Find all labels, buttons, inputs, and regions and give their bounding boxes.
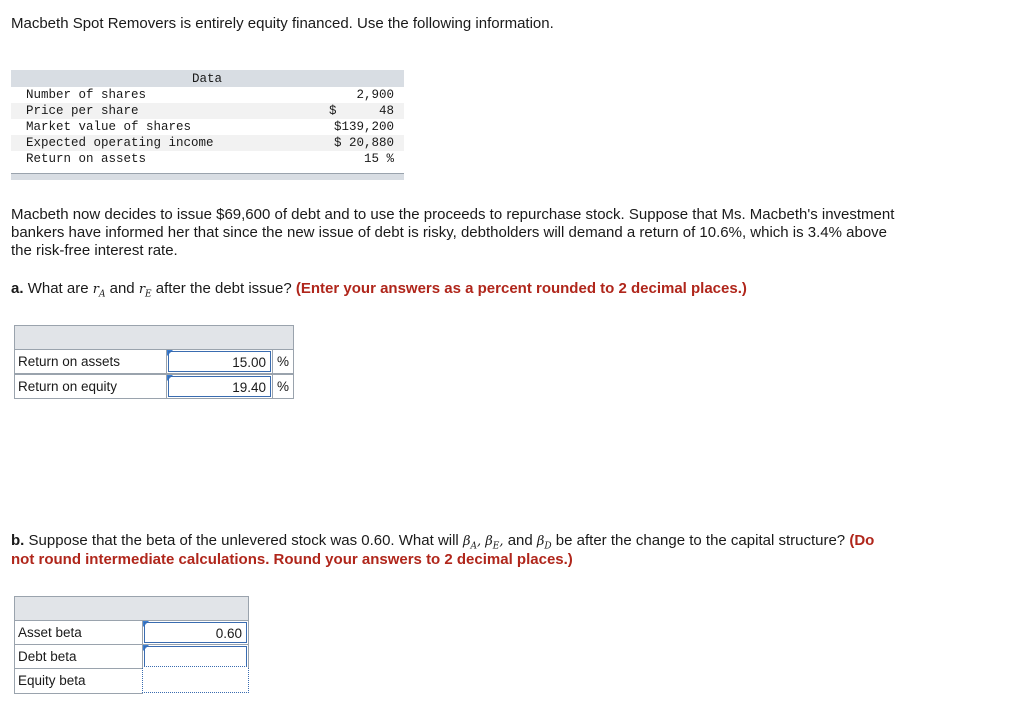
- question-a-text: What are: [27, 280, 89, 297]
- data-row-dollar: $: [329, 104, 337, 118]
- data-row-value: 15 %: [363, 152, 394, 166]
- return-on-equity-input[interactable]: [166, 374, 273, 399]
- answer-label: Debt beta: [14, 644, 143, 669]
- question-b-text: Suppose that the beta of the unlevered stock was 0.60. What will: [28, 532, 459, 549]
- percent-unit: %: [272, 374, 294, 399]
- data-row-label: Expected operating income: [26, 136, 214, 150]
- data-row-label: Price per share: [26, 104, 139, 118]
- data-row-value: $ 20,880: [333, 136, 394, 150]
- question-b-instruction: (Do: [849, 532, 875, 549]
- question-a-prefix: a.: [11, 280, 24, 297]
- answer-grid-b-header: [14, 596, 249, 622]
- intro-text: Macbeth Spot Removers is entirely equity financed. Use the following information.: [11, 15, 554, 32]
- data-row: [11, 151, 404, 167]
- question-a-instruction: (Enter your answers as a percent rounded to 2 decimal places.): [295, 280, 747, 297]
- data-table: [11, 70, 404, 180]
- return-on-assets-input[interactable]: [166, 349, 273, 374]
- scenario-line-1: Macbeth now decides to issue $69,600 of debt and to use the proceeds to repurchase stock. Suppose that Ms. Macbeth's investment: [11, 206, 895, 223]
- data-table-footer: [11, 173, 404, 180]
- var-ra: $r_A$: [92, 282, 106, 300]
- answer-value: 19.40: [232, 380, 266, 395]
- question-a-and: and: [109, 280, 135, 297]
- data-row: [11, 87, 404, 103]
- asset-beta-input[interactable]: [142, 620, 249, 645]
- data-table-header: [11, 70, 404, 87]
- scenario-line-2: bankers have informed her that since the new issue of debt is risky, debtholders will demand a return of 10.6%, which is 3.4% above: [11, 224, 888, 241]
- data-header-label: Data: [192, 72, 223, 86]
- beta-e: $\beta_E$,: [485, 534, 504, 552]
- debt-beta-input[interactable]: [142, 644, 249, 669]
- answer-grid-a-header: [14, 325, 294, 351]
- data-row-value: 48: [378, 104, 394, 118]
- question-a: [11, 279, 747, 305]
- question-b-instruction-2: not round intermediate calculations. Round your answers to 2 decimal places.): [11, 551, 573, 568]
- beta-a: $\beta_A$,: [462, 534, 482, 552]
- data-row: [11, 103, 404, 119]
- answer-label: Return on equity: [14, 374, 167, 399]
- answer-label: Return on assets: [14, 349, 167, 374]
- scenario-line-3: the risk-free interest rate.: [11, 242, 178, 259]
- question-b-and: and: [507, 532, 533, 549]
- question-b-text-2: be after the change to the capital structure?: [555, 532, 846, 549]
- equity-beta-input[interactable]: [142, 668, 249, 693]
- var-re: $r_E$: [138, 282, 152, 300]
- data-row: [11, 135, 404, 151]
- answer-value: 15.00: [232, 355, 266, 370]
- data-row-label: Market value of shares: [26, 120, 192, 134]
- data-row-label: Number of shares: [26, 88, 147, 102]
- question-b-prefix: b.: [11, 532, 25, 549]
- percent-unit: %: [272, 349, 294, 374]
- data-row-label: Return on assets: [26, 152, 147, 166]
- data-row: [11, 119, 404, 135]
- data-row-value: $139,200: [333, 120, 394, 134]
- beta-d: $\beta_D$: [536, 534, 552, 552]
- answer-value: 0.60: [215, 626, 242, 641]
- question-a-text-2: after the debt issue?: [155, 280, 292, 297]
- data-row-value: 2,900: [356, 88, 394, 102]
- answer-label: Equity beta: [14, 668, 143, 694]
- answer-label: Asset beta: [14, 620, 143, 645]
